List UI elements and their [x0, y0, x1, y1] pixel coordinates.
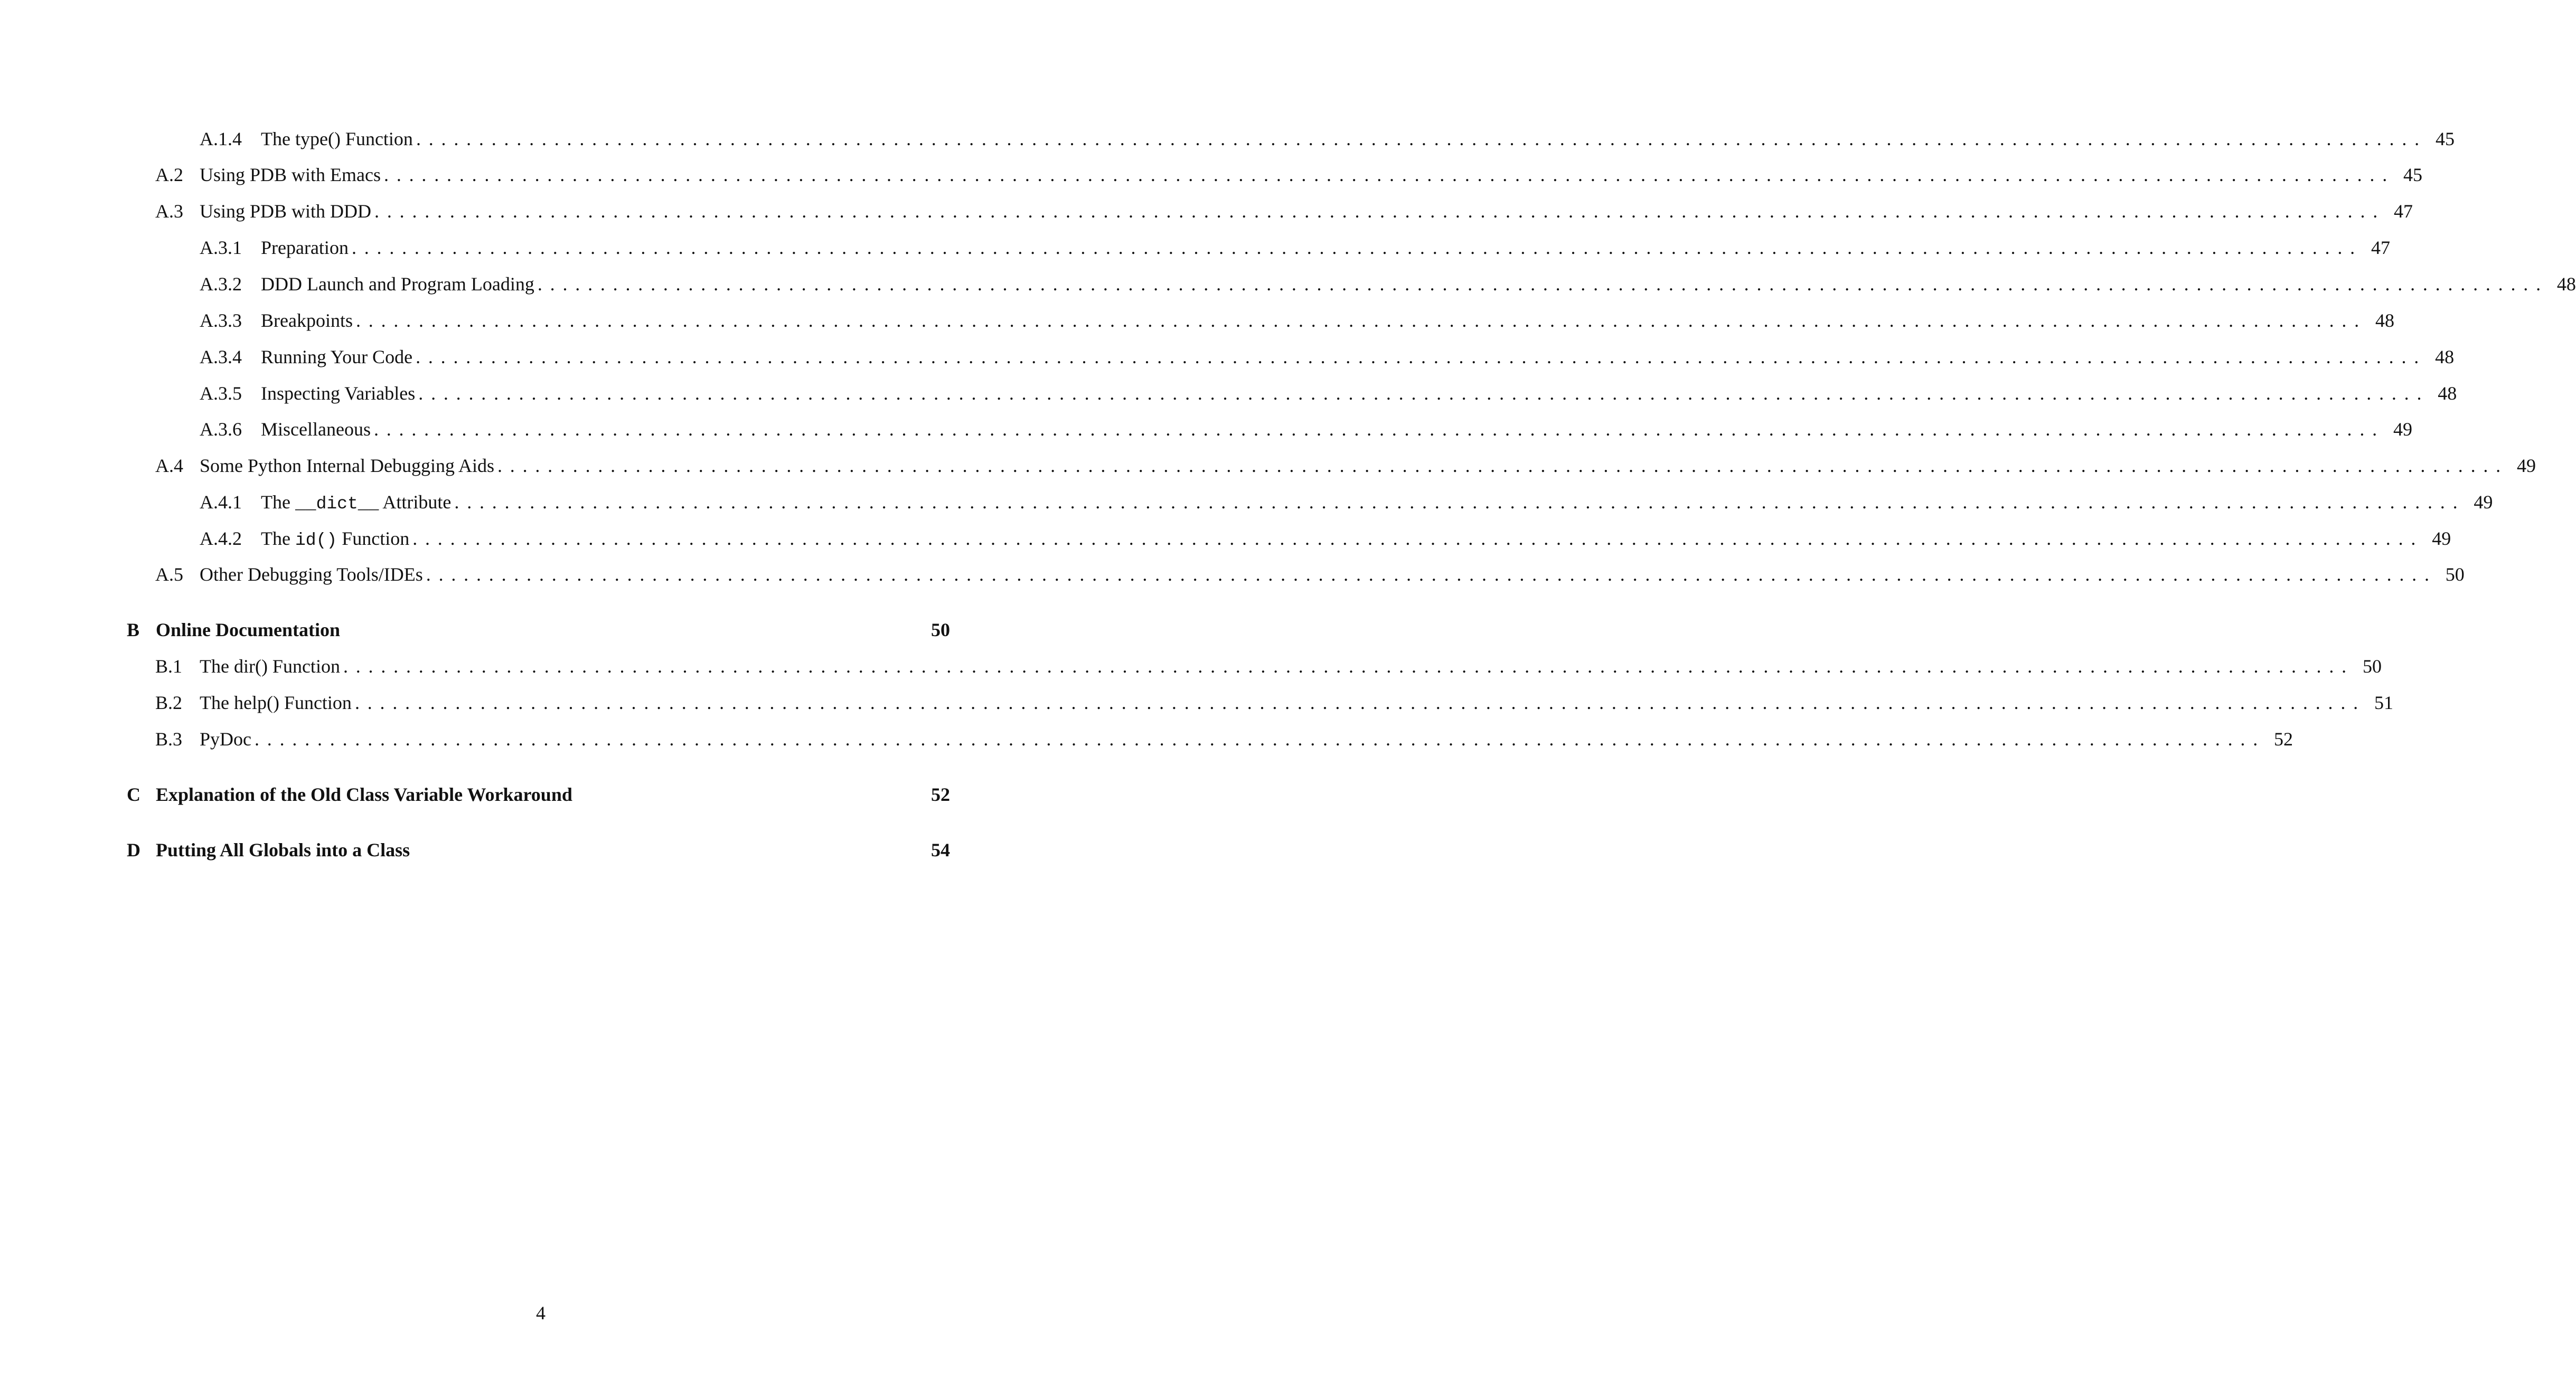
toc-entry-title: Inspecting Variables: [261, 383, 416, 404]
toc-entry-page: 52: [931, 784, 950, 805]
toc-entry[interactable]: [127, 781, 950, 808]
toc-entry-number: A.3.6: [200, 419, 242, 440]
toc-leader-dots: ................................................................................................................................................................: [384, 164, 2395, 185]
toc-entry-page: 48: [2435, 346, 2455, 367]
toc-entry-title: DDD Launch and Program Loading: [261, 273, 534, 295]
toc-entry-title: Using PDB with Emacs: [200, 164, 381, 185]
toc-entry-title: PyDoc: [200, 729, 251, 750]
toc-entry-title: Some Python Internal Debugging Aids: [200, 455, 494, 476]
toc-entry[interactable]: [200, 234, 2390, 261]
toc-entry-page: 49: [2474, 491, 2493, 513]
toc-entry-page: 50: [2445, 564, 2465, 585]
toc-entry-page: 50: [931, 619, 950, 640]
toc-entry[interactable]: [200, 344, 2455, 370]
toc-entry-number: A.3.3: [200, 310, 242, 331]
toc-leader-dots: ................................................................................................................................................................: [537, 273, 2549, 295]
toc-entry[interactable]: [200, 271, 2576, 297]
toc-entry[interactable]: [200, 489, 2493, 515]
toc-entry-page: 45: [2435, 128, 2455, 149]
toc-entry-page: 50: [2362, 656, 2382, 677]
toc-entry[interactable]: [155, 689, 2393, 716]
toc-entry-title-text: The: [261, 491, 295, 513]
toc-entry-number: A.2: [155, 164, 183, 185]
toc-leader-dots: ................................................................................................................................................................: [351, 237, 2363, 258]
toc-entry-title: Other Debugging Tools/IDEs: [200, 564, 423, 585]
toc-entry-title-code: id(): [295, 531, 337, 550]
toc-entry-title: Miscellaneous: [261, 419, 371, 440]
toc-entry-title-text: The: [261, 528, 295, 549]
toc-entry[interactable]: [155, 162, 2423, 188]
toc-entry-number: A.3: [155, 201, 183, 222]
toc-leader-dots: ................................................................................................................................................................: [354, 692, 2366, 713]
toc-entry-title: Explanation of the Old Class Variable Workaround: [156, 784, 572, 805]
toc-entry-number: B.2: [155, 692, 183, 713]
toc-entry-number: A.3.2: [200, 273, 242, 295]
toc-leader-dots: ................................................................................................................................................................: [454, 491, 2466, 513]
toc-entry-number: A.3.1: [200, 237, 242, 258]
toc-entry[interactable]: [155, 198, 2413, 224]
toc-entry-title: The dir() Function: [200, 656, 340, 677]
toc-leader-dots: ................................................................................................................................................................: [355, 310, 2367, 331]
toc-leader-dots: ................................................................................................................................................................: [418, 383, 2430, 404]
toc-entry-page: 45: [2403, 164, 2423, 185]
toc-leader-dots: ................................................................................................................................................................: [416, 346, 2427, 367]
toc-leader-dots: ................................................................................................................................................................: [255, 729, 2265, 750]
toc-entry-title: The type() Function: [261, 128, 413, 149]
toc-entry-title-text: Attribute: [379, 491, 452, 513]
toc-entry-title: [261, 489, 451, 517]
toc-leader-dots: ................................................................................................................................................................: [426, 564, 2437, 585]
toc-entry-title: Using PDB with DDD: [200, 201, 372, 222]
toc-entry[interactable]: [200, 525, 2451, 552]
toc-entry-number: A.4.1: [200, 491, 242, 513]
toc-entry-page: 52: [2274, 729, 2293, 750]
toc-entry-title: [261, 525, 409, 554]
toc-entry-number: A.3.4: [200, 346, 242, 367]
toc-leader-dots: ................................................................................................................................................................: [416, 128, 2427, 149]
toc-entry-title: Preparation: [261, 237, 349, 258]
toc-leader-dots: ................................................................................................................................................................: [497, 455, 2508, 476]
toc-entry[interactable]: [155, 726, 2293, 752]
toc-entry-page: 48: [2438, 383, 2457, 404]
toc-entry-page: 47: [2371, 237, 2390, 258]
toc-leader-dots: ................................................................................................................................................................: [373, 419, 2385, 440]
toc-entry[interactable]: [127, 617, 950, 643]
toc-entry-page: 49: [2516, 455, 2536, 476]
toc-entry-title: Breakpoints: [261, 310, 353, 331]
toc-entry[interactable]: [155, 653, 2382, 679]
toc-entry-number: D: [127, 839, 140, 861]
toc-leader-dots: ................................................................................................................................................................: [343, 656, 2354, 677]
toc-entry-title-code: __dict__: [295, 494, 379, 514]
toc-entry[interactable]: [200, 416, 2412, 442]
toc-leader-dots: ................................................................................................................................................................: [412, 528, 2424, 549]
toc-entry[interactable]: [200, 307, 2394, 334]
toc-entry-number: B: [127, 619, 140, 640]
toc-entry[interactable]: [155, 561, 2465, 588]
toc-entry-number: B.3: [155, 729, 183, 750]
toc-entry[interactable]: [200, 380, 2457, 407]
toc-entry-number: A.1.4: [200, 128, 242, 149]
toc-entry-title-text: Function: [337, 528, 410, 549]
toc-entry-page: 54: [931, 839, 950, 861]
toc-leader-dots: ................................................................................................................................................................: [374, 201, 2386, 222]
toc-entry-title: Running Your Code: [261, 346, 413, 367]
toc-entry-title: Online Documentation: [156, 619, 341, 640]
toc-entry-number: A.4.2: [200, 528, 242, 549]
toc-entry-number: A.5: [155, 564, 183, 585]
toc-entry-page: 49: [2393, 419, 2412, 440]
toc-entry-page: 48: [2375, 310, 2394, 331]
toc-entry-title: The help() Function: [200, 692, 352, 713]
toc-entry-number: A.3.5: [200, 383, 242, 404]
toc-entry-page: 48: [2556, 273, 2576, 295]
toc-entry-page: 47: [2394, 201, 2413, 222]
toc-entry-number: C: [127, 784, 140, 805]
toc-entry-page: 49: [2432, 528, 2451, 549]
page-number: 4: [536, 1302, 546, 1324]
toc-entry[interactable]: [127, 837, 950, 863]
toc-entry[interactable]: [155, 452, 2536, 479]
toc-entry-number: B.1: [155, 656, 183, 677]
toc-entry-number: A.4: [155, 455, 183, 476]
toc-entry[interactable]: [200, 126, 2455, 152]
toc-entry-page: 51: [2374, 692, 2393, 713]
toc-entry-title: Putting All Globals into a Class: [156, 839, 410, 861]
